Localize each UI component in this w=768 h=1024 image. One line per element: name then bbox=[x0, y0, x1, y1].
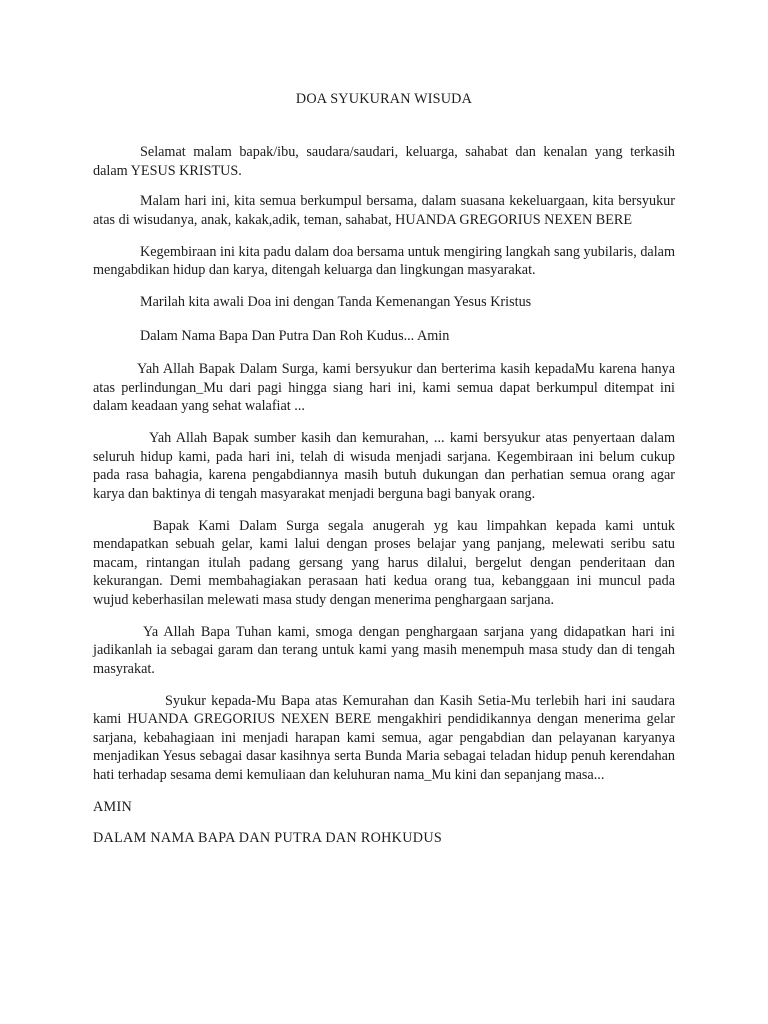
paragraph-greeting: Selamat malam bapak/ibu, saudara/saudari, keluarga, sahabat dan kenalan yang terkasih dalam YESUS KRISTUS. bbox=[93, 144, 675, 179]
document-body bbox=[93, 143, 675, 861]
closing-amen: AMIN bbox=[93, 798, 133, 815]
paragraph-opening: Marilah kita awali Doa ini dengan Tanda Kemenangan Yesus Kristus bbox=[140, 294, 532, 310]
paragraph-prayer-1: Yah Allah Bapak Dalam Surga, kami bersyukur dan berterima kasih kepadaMu karena hanya atas perlindungan_Mu dari pagi hingga siang hari ini, kami semua dapat berkumpul ditempat ini dalam keadaan yang sehat walafiat ... bbox=[93, 361, 675, 414]
paragraph-sign-of-cross: Dalam Nama Bapa Dan Putra Dan Roh Kudus... Amin bbox=[140, 327, 450, 344]
paragraph-prayer-4: Ya Allah Bapa Tuhan kami, smoga dengan penghargaan sarjana yang didapatkan hari ini jadikanlah ia sebagai garam dan terang untuk kami yang masih menempuh masa study dan di tengah masyrakat. bbox=[93, 623, 675, 677]
paragraph-prayer-2: Yah Allah Bapak sumber kasih dan kemurahan, ... kami bersyukur atas penyertaan dalam seluruh hidup kami, pada hari ini, telah di wisuda menjadi sarjana. Kegembiraan ini belum cukup pada rasa bahagia, karena pengabdiannya masih butuh dukungan dan perhatian semua orang agar karya dan baktinya di tengah masyarakat menjadi berguna bagi banyak orang. bbox=[93, 430, 675, 502]
paragraph-prayer-5: Syukur kepada-Mu Bapa atas Kemurahan dan Kasih Setia-Mu terlebih hari ini saudara kami HUANDA GREGORIUS NEXEN BERE mengakhiri pendidikannya dengan menerima gelar sarjana, kebahagiaan ini menjadi harapan kami semua, agar pengabdian dan pelayanan karyanya menjadikan Yesus sebagai dasar kasihnya serta Bunda Maria sebagai teladan hidup penuh kerendahan hati terhadap sesama demi kemuliaan dan keluhuran nama_Mu kini dan sepanjang masa... bbox=[93, 692, 675, 783]
document-title: DOA SYUKURAN WISUDA bbox=[295, 91, 473, 107]
paragraph-joy: Kegembiraan ini kita padu dalam doa bersama untuk mengiring langkah sang yubilaris, dalam mengabdikan hidup dan karya, ditengah keluarga dan lingkungan masyarakat. bbox=[93, 243, 675, 278]
paragraph-prayer-3: Bapak Kami Dalam Surga segala anugerah yg kau limpahkan kepada kami untuk mendapatkan sebuah gelar, kami lalui dengan proses belajar yang panjang, melewati seribu satu macam, rintangan itulah padang gersang yang harus dilalui, bergelut dengan penderitaan dan kekurangan. Demi membahagiakan perasaan hati kedua orang tua, kebanggaan ini muncul pada wujud keberhasilan melewati masa study dengan menerima penghargaan sarjana. bbox=[93, 517, 675, 608]
paragraph-gathering: Malam hari ini, kita semua berkumpul bersama, dalam suasana kekeluargaan, kita bersyukur atas di wisudanya, anak, kakak,adik, teman, sahabat, HUANDA GREGORIUS NEXEN BERE bbox=[93, 193, 675, 228]
closing-blessing: DALAM NAMA BAPA DAN PUTRA DAN ROHKUDUS bbox=[93, 830, 443, 846]
